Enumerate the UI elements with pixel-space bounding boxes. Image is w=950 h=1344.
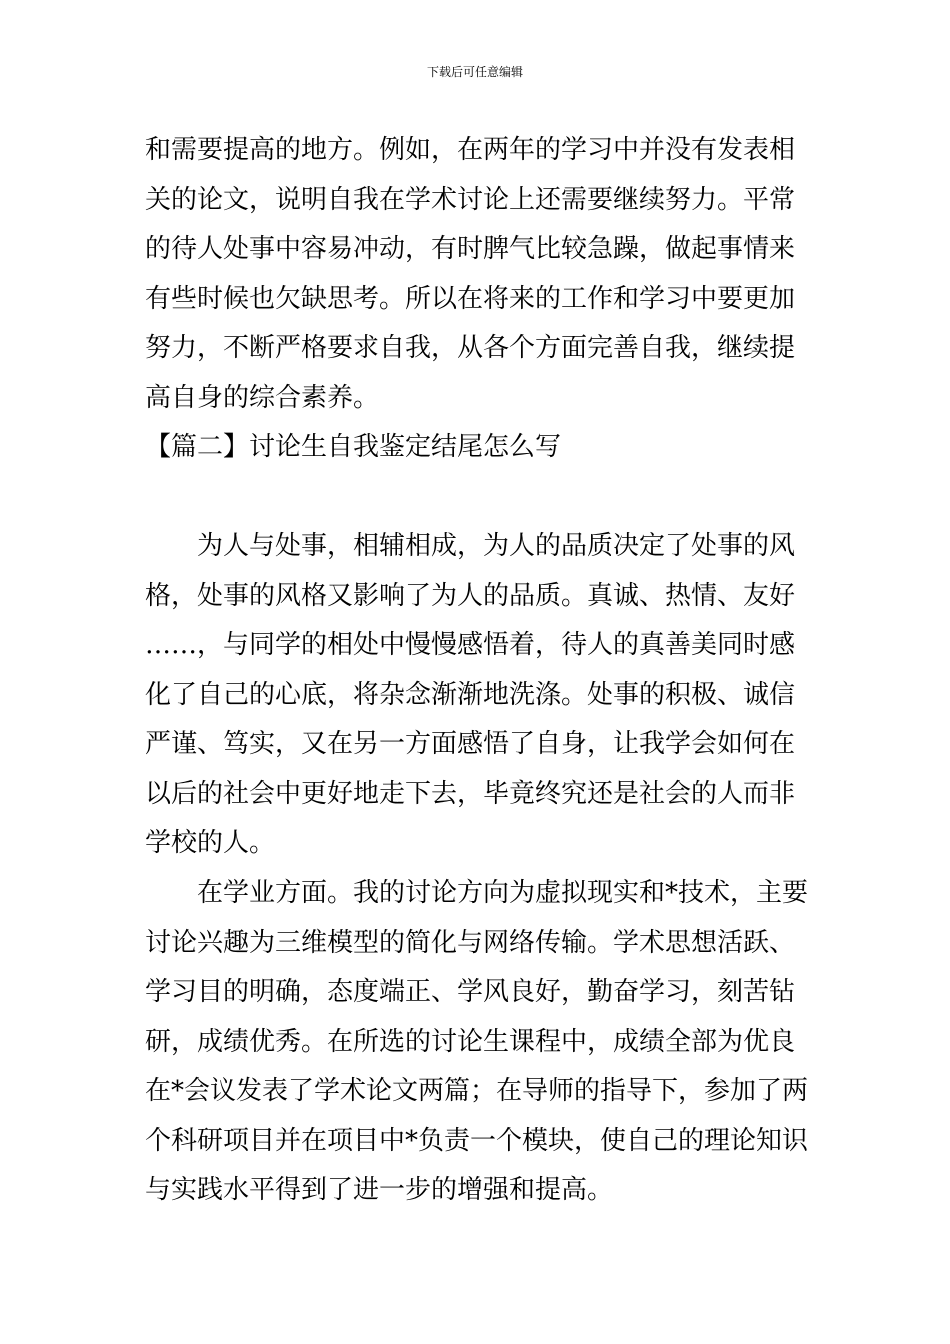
text-line: 讨论兴趣为三维模型的简化与网络传输。学术思想活跃、 (145, 927, 796, 958)
text-line: 在*会议发表了学术论文两篇；在导师的指导下，参加了两 (145, 1076, 809, 1106)
text-line: 格，处事的风格又影响了为人的品质。真诚、热情、友好 (145, 580, 796, 611)
text-line: 关的论文，说明自我在学术讨论上还需要继续努力。平常 (145, 184, 796, 215)
text-line: 在学业方面。我的讨论方向为虚拟现实和*技术，主要 (197, 878, 809, 908)
continuation-paragraph (145, 126, 810, 423)
text-line: 学校的人。 (145, 828, 276, 858)
paragraph-character (145, 522, 810, 869)
text-line: 努力，不断严格要求自我，从各个方面完善自我，继续提 (145, 333, 796, 363)
text-line: 学习目的明确，态度端正、学风良好，勤奋学习，刻苦钻 (145, 977, 796, 1007)
text-line: 为人与处事，相辅相成，为人的品质决定了处事的风 (197, 531, 796, 561)
text-line: 高自身的综合素养。 (145, 382, 380, 413)
text-line: 化了自己的心底，将杂念渐渐地洗涤。处事的积极、诚信 (145, 679, 796, 710)
text-line: ……，与同学的相处中慢慢感悟着，待人的真善美同时感 (145, 630, 796, 660)
text-line: 以后的社会中更好地走下去，毕竟终究还是社会的人而非 (145, 778, 796, 809)
text-line: 有些时候也欠缺思考。所以在将来的工作和学习中要更加 (145, 283, 796, 314)
text-line: 与实践水平得到了进一步的增强和提高。 (145, 1175, 614, 1205)
text-line: 严谨、笃实，又在另一方面感悟了自身，让我学会如何在 (145, 729, 796, 759)
text-line: 的待人处事中容易冲动，有时脾气比较急躁，做起事情来 (145, 234, 796, 264)
section-heading (145, 423, 810, 473)
text-line: 研，成绩优秀。在所选的讨论生课程中，成绩全部为优良 (145, 1026, 796, 1057)
text-line: 个科研项目并在项目中*负责一个模块，使自己的理论知识 (145, 1125, 809, 1156)
page-header: 下载后可任意编辑 (426, 65, 523, 79)
text-line: 和需要提高的地方。例如，在两年的学习中并没有发表相 (145, 135, 796, 165)
section-heading-text: 【篇二】讨论生自我鉴定结尾怎么写 (145, 432, 562, 462)
paragraph-academics (145, 869, 810, 1216)
